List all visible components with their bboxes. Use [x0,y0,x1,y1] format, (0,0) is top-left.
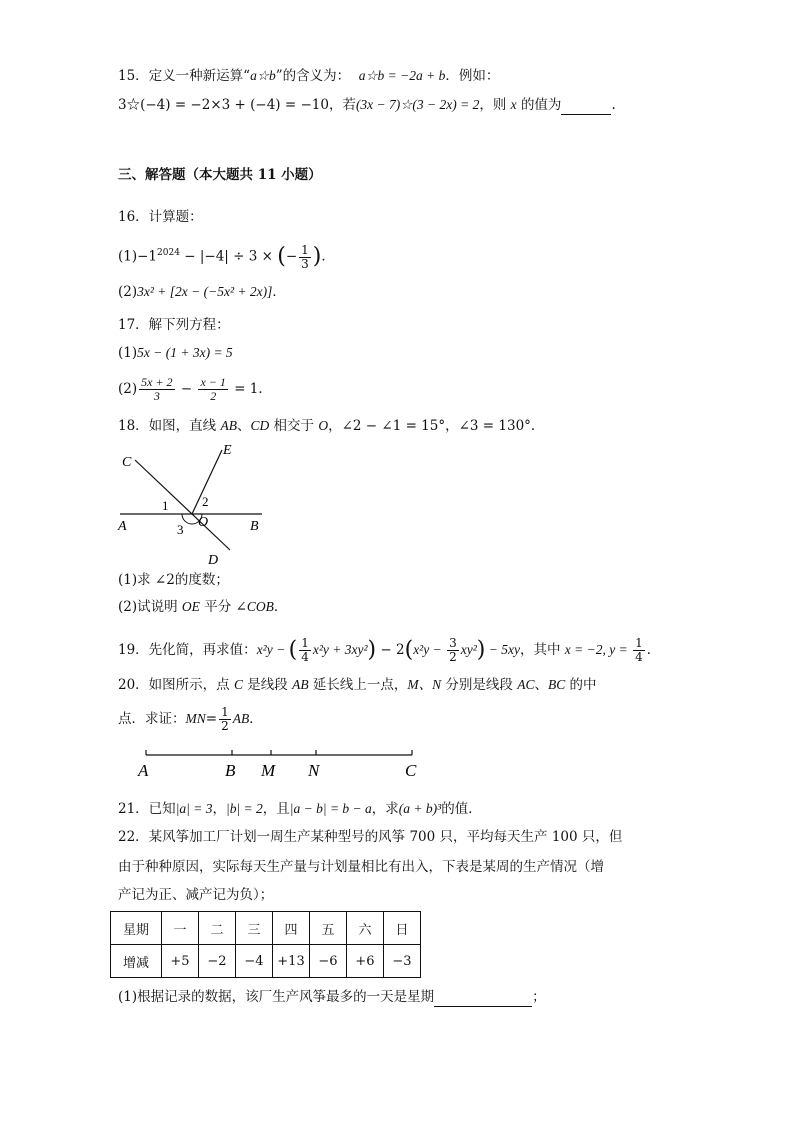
q19-vals: x = −2, y = [564,642,632,657]
q19-e6: − 5xy [485,642,520,657]
q20-fraction: $\frac{1}{2}$ [221,705,229,733]
q15-line1 [118,66,678,86]
q19-fraction3: $\frac{1}{4}$ [635,636,643,664]
label-c: C [405,761,417,780]
q19-stem: 19．先化简，再求值： [118,642,257,658]
table-cell: −3 [384,945,421,978]
q18-text-c: ，∠2 − ∠1 = 15°，∠3 = 130°． [328,418,545,434]
q15-text-e: ，则 [479,97,507,113]
q19-fraction2: $\frac{3}{2}$ [449,636,457,664]
q21-c4: (a + b)³ [398,801,442,816]
q16-p1-mid: − |−4| ÷ 3 × [179,248,278,265]
q21-c2: |b| = 2 [225,801,263,816]
q19-end: ． [646,642,661,658]
q16-p1-fraction: $\frac{1}{3}$ [301,242,309,271]
q22-line3: 产记为正、减产记为负）； [118,887,274,903]
table-row [111,945,421,978]
q21-d: ，求 [371,801,399,817]
q20-ab: AB [292,677,309,692]
q16-part2 [118,282,678,302]
q20-line2-eq: = [205,711,218,727]
q19-fraction1: $\frac{1}{4}$ [301,636,309,664]
label-a: A [138,761,149,780]
table-day: 五 [310,912,347,945]
label-n: N [308,761,320,780]
q22-answer-blank[interactable] [434,1006,532,1007]
q21-c3: |a − b| = b − a [289,801,372,816]
q20-d: 分别是线段 [441,677,518,693]
label-angle1: 1 [162,498,169,513]
q19-where: ，其中 [519,642,565,658]
q18-ab: AB [220,418,237,433]
q15-condition: (3x − 7)☆(3 − 2x) = 2 [355,97,480,112]
q15-text-a: 定义一种新运算“ [148,68,251,84]
q18-part1: (1)求 ∠2的度数； [118,572,229,588]
q15-text-f: 的值为 [520,97,562,113]
q16-p2-end: ． [272,284,286,300]
section-title: 三、解答题（本大题共 11 小题） [118,167,322,183]
q20-c: C [233,677,243,692]
label-e: E [223,443,232,458]
q16-p1-expr: −1 [137,248,158,265]
q20-line2-mn: MN [185,711,206,726]
q18-p2-end: ． [273,599,288,615]
table-cell: +6 [347,945,384,978]
q15-answer-blank[interactable] [561,114,611,115]
q21-e: 的值． [441,801,482,817]
q18-part2 [118,597,678,617]
q17-p2-fraction1: $\frac{5x + 2}{3}$ [141,375,173,403]
q19-e2: x²y + 3xy² [312,642,368,657]
q21-c1: |a| = 3 [175,801,213,816]
q15-var: x [510,97,517,112]
q16-p1-label: (1) [118,248,138,265]
q15-line2 [118,95,678,115]
q17-p2-fraction2: $\frac{x - 1}{2}$ [200,375,226,403]
q21-line [118,799,678,819]
table-day: 一 [162,912,199,945]
q16-p1-exponent: 2024 [157,248,180,258]
q16-part1: $(1)-1^{2024} - |-4| \div 3$ × (− $\frac{1}{3}$ )． [118,242,335,271]
q15-operator: a☆b [250,68,276,83]
q20-line2-a: 点．求证： [118,711,186,727]
q16-p1-end: ． [321,248,335,265]
table-day: 四 [273,912,310,945]
table-header-row [111,912,421,945]
q19-e5: xy² [460,642,477,657]
q15-definition: a☆b = −2a + b [358,68,446,83]
q16-p2-label: (2) [118,284,138,300]
label-b: B [250,519,259,534]
label-d: D [208,553,219,568]
q20-line2 [118,702,678,736]
q20-mn: M、N [407,677,442,692]
q22-part1 [118,987,678,1007]
q17-p1-expr: 5x − (1 + 3x) = 5 [137,345,233,360]
q17-part2 [118,372,678,406]
q18-p2-oe: OE [181,599,200,614]
q22-p1-end: ； [532,989,546,1005]
table-day: 三 [236,912,273,945]
q16-p2-expr: 3x² + [2x − (−5x² + 2x)] [137,284,273,299]
q18-o: O [318,418,329,433]
table-cell: −4 [236,945,273,978]
q18-text-b: 相交于 [269,418,319,434]
label-angle3: 3 [177,522,184,537]
q18-p2-a: (2)试说明 [118,599,182,615]
q18-cd: CD [250,418,270,433]
q17-p2-minus: − [176,381,197,397]
q20-line2-ab: AB [232,711,250,726]
q21-a: 21．已知 [118,801,176,817]
table-row-label: 增减 [111,945,162,978]
q17-p1-label: (1) [118,345,138,361]
q20-text-c: 延长线上一点， [308,677,408,693]
q15-text-b: ”的含义为： [275,68,351,84]
label-angle2: 2 [202,494,209,509]
q16-stem: 16．计算题： [118,209,203,225]
q18-p2-b: 平分 ∠ [199,599,247,615]
label-b: B [225,761,236,780]
q22-line1: 22．某风筝加工厂计划一周生产某种型号的风筝 700 只，平均每天生产 100 只，但 [118,829,623,845]
q19-line: 19．先化简，再求值：x²y − ( $\frac{1}{4}$ x²y + 3xy²) − 2(x²y − $\frac{3}{2}$ xy²) − 5xy，其中 x = −2, y = $\frac{1}{4}$ ． [118,636,661,664]
q19-e4: x²y − [413,642,446,657]
q20-e: 的中 [565,677,597,693]
table-day: 日 [384,912,421,945]
q15-end: . [611,97,616,113]
label-c: C [122,455,132,470]
label-m: M [261,761,276,780]
q20-sep: 、 [534,677,548,693]
q18-text-a: 18．如图，直线 [118,418,221,434]
production-table [110,911,421,978]
q15-text-d: ，若 [328,97,356,113]
table-cell: +13 [273,945,310,978]
q18-figure [110,440,280,570]
q20-a: 20．如图所示，点 [118,677,234,693]
q17-stem: 17．解下列方程： [118,317,230,333]
q20-figure [130,745,430,785]
q22-p1-text: (1)根据记录的数据，该厂生产风筝最多的一天是星期 [118,989,435,1005]
q15-number: 15． [118,68,149,84]
q17-part1 [118,343,678,363]
q20-b: 是线段 [243,677,293,693]
q17-p2-label: (2) [118,381,138,397]
q15-example: 3☆(−4) = −2×3 + (−4) = −10 [118,97,329,113]
label-a: A [118,519,127,534]
q20-bc: BC [548,677,566,692]
q21-c: ，且 [262,801,290,817]
table-cell: −2 [199,945,236,978]
q18-sep: 、 [236,418,251,434]
q19-e3: − 2 [376,642,405,658]
table-cell: +5 [162,945,199,978]
q20-line1 [118,675,678,695]
q18-p2-cob: COB [246,599,274,614]
q18-stem [118,416,678,436]
label-o: O [198,515,209,530]
q20-line2-end: ． [249,711,263,727]
table-cell: −6 [310,945,347,978]
q15-text-c: ．例如： [445,68,500,84]
q17-p2-rhs: = 1． [229,381,272,397]
table-day: 二 [199,912,236,945]
q19-e1: x²y − [256,642,289,657]
table-head-label: 星期 [111,912,162,945]
q22-line2: 由于种种原因，实际每天生产量与计划量相比有出入，下表是某周的生产情况（增 [118,859,604,875]
q21-b: ， [212,801,226,817]
table-day: 六 [347,912,384,945]
q20-ac: AC [517,677,535,692]
